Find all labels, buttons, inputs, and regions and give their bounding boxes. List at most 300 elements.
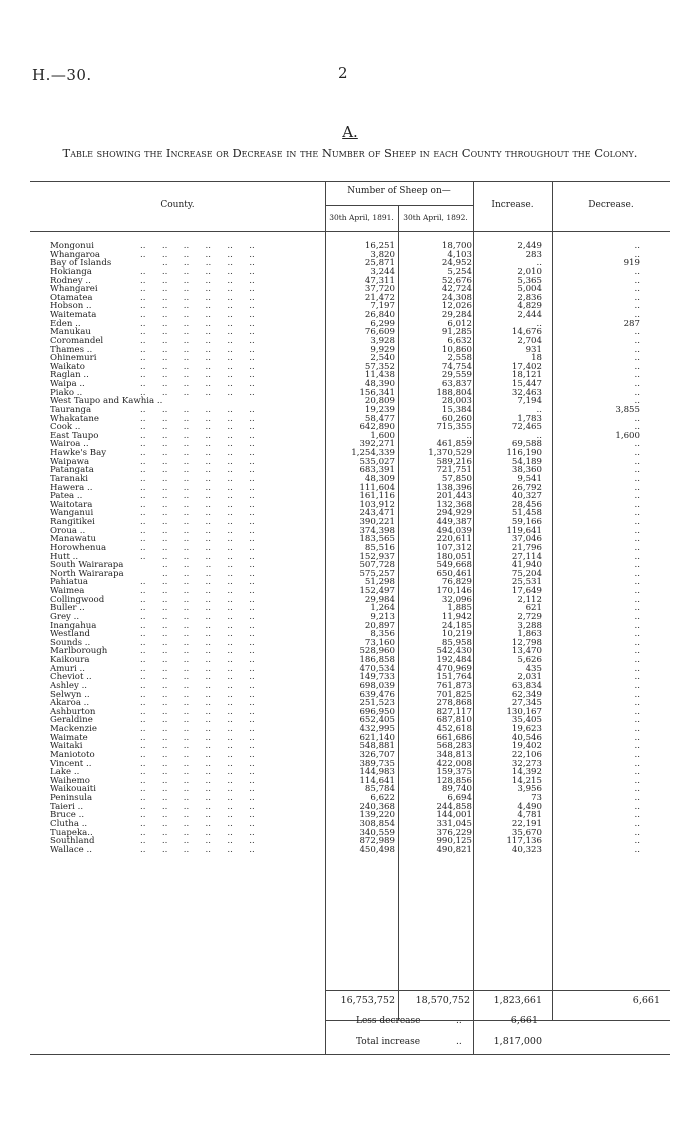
- increase-value: 35,670: [511, 827, 542, 838]
- sheep-1891: 20,897: [364, 620, 395, 631]
- decrease-value: ..: [634, 456, 640, 467]
- county-name: Hutt ..: [50, 551, 79, 562]
- sheep-1891: 103,912: [359, 499, 395, 510]
- county-name: Sounds ..: [50, 637, 91, 648]
- decrease-value: ..: [634, 517, 640, 527]
- county-name: Waitaki: [50, 741, 83, 752]
- increase-value: 1,783: [517, 413, 542, 424]
- increase-value: 4,829: [517, 301, 542, 312]
- increase-value: 15,447: [511, 379, 542, 389]
- decrease-value: ..: [634, 473, 640, 484]
- sheep-1891: 374,398: [359, 525, 395, 536]
- sheep-1892: 60,260: [441, 413, 472, 424]
- leader-dots: .. .. .. .. .. ..: [140, 741, 255, 752]
- county-name: Akaroa ..: [50, 698, 90, 709]
- increase-value: 35,405: [511, 715, 542, 726]
- county-name: Collingwood: [50, 594, 105, 605]
- increase-value: 38,360: [511, 465, 542, 476]
- county-name: Hokianga: [50, 266, 92, 277]
- sheep-1892: 24,185: [441, 620, 472, 631]
- sheep-1892: 12,026: [441, 301, 472, 312]
- sheep-1892: 331,045: [436, 818, 472, 829]
- increase-value: 1,863: [517, 629, 542, 640]
- decrease-value: ..: [634, 758, 640, 769]
- decrease-value: ..: [634, 586, 640, 596]
- sheep-1892: 144,001: [436, 810, 472, 821]
- sheep-1892: 827,117: [436, 706, 472, 717]
- increase-value: 4,781: [517, 810, 542, 821]
- table-row: [50, 846, 660, 855]
- leader-dots: .. .. .. .. ..: [162, 258, 255, 269]
- increase-value: 51,458: [511, 508, 542, 519]
- increase-value: 73: [531, 793, 542, 803]
- sheep-1891: 535,027: [359, 456, 395, 467]
- leader-dots: .. .. .. .. .. ..: [140, 491, 255, 502]
- sheep-1891: 8,356: [370, 629, 395, 640]
- decrease-value: ..: [634, 689, 640, 700]
- county-name: Tuapeka..: [50, 827, 93, 838]
- sheep-1891: 696,950: [359, 706, 395, 717]
- increase-value: 37,046: [511, 534, 542, 545]
- sheep-1891: 186,858: [359, 655, 395, 665]
- decrease-value: ..: [634, 646, 640, 657]
- county-name: Piako ..: [50, 387, 83, 398]
- leader-dots: .. .. .. .. .. ..: [140, 663, 255, 674]
- decrease-value: ..: [634, 655, 640, 665]
- leader-dots: .. .. .. .. .. ..: [140, 508, 255, 519]
- sheep-1891: 2,540: [370, 353, 395, 364]
- increase-value: 5,626: [517, 655, 542, 665]
- sheep-1892: 715,355: [436, 422, 472, 433]
- county-name: Amuri ..: [50, 663, 85, 674]
- increase-value: 63,834: [511, 680, 542, 691]
- increase-value: 119,641: [506, 525, 542, 536]
- leader-dots: .. .. .. .. .. ..: [140, 611, 255, 622]
- leader-dots: .. .. .. .. .. ..: [140, 292, 255, 303]
- sheep-1892: 4,103: [447, 249, 472, 260]
- increase-value: 435: [525, 663, 542, 674]
- increase-value: 27,114: [511, 551, 542, 562]
- col-header-increase: Increase.: [491, 200, 534, 210]
- sheep-1892: 661,686: [436, 732, 472, 743]
- increase-value: ..: [536, 318, 542, 329]
- sheep-1892: 76,829: [441, 577, 472, 588]
- table-header-rule: [30, 231, 670, 232]
- decrease-value: ..: [634, 491, 640, 502]
- increase-value: 18,121: [511, 370, 542, 381]
- leader-dots: .. .. .. .. .. ..: [140, 680, 255, 691]
- leader-dots: .. .. .. .. .. ..: [140, 318, 255, 329]
- sheep-1891: 26,840: [364, 310, 395, 320]
- sheep-1892: 91,285: [441, 327, 472, 338]
- sheep-1892: ..: [466, 430, 472, 441]
- decrease-value: ..: [634, 327, 640, 338]
- total-increase-label: Total increase: [356, 1037, 421, 1047]
- table-body: [50, 242, 660, 854]
- increase-value: 2,836: [517, 292, 542, 303]
- sheep-1892: 201,443: [436, 491, 472, 502]
- decrease-value: ..: [634, 275, 640, 286]
- sheep-1891: 6,622: [370, 793, 395, 803]
- decrease-value: ..: [634, 241, 640, 251]
- increase-value: 41,940: [511, 560, 542, 571]
- sheep-1892: 1,885: [447, 603, 472, 614]
- increase-value: 2,444: [517, 310, 542, 320]
- increase-value: 2,729: [517, 611, 542, 622]
- decrease-value: ..: [634, 724, 640, 734]
- leader-dots: .. .. .. .. .. ..: [140, 249, 255, 260]
- sheep-1891: 19,239: [364, 404, 395, 415]
- leader-dots: .. .. .. .. .. ..: [140, 801, 255, 812]
- sheep-1891: 47,311: [364, 275, 395, 286]
- sheep-1892: 180,051: [436, 551, 472, 562]
- leader-dots: .. .. .. .. .. ..: [140, 534, 255, 545]
- decrease-value: ..: [634, 551, 640, 562]
- sheep-1891: 11,438: [364, 370, 395, 381]
- sheep-1891: 152,937: [359, 551, 395, 562]
- sheep-1891: 76,609: [364, 327, 395, 338]
- leader-dots: .. .. .. .. ..: [162, 568, 255, 579]
- county-name: Waipa ..: [50, 379, 85, 389]
- increase-value: 18: [531, 353, 542, 364]
- leader-dots: .. .. .. .. .. ..: [140, 456, 255, 467]
- leader-dots: .. .. .. .. .. ..: [140, 370, 255, 381]
- sheep-1891: 507,728: [359, 560, 395, 571]
- decrease-value: ..: [634, 439, 640, 450]
- total-decrease-column: 6,661: [632, 995, 660, 1006]
- increase-value: 3,288: [517, 620, 542, 631]
- decrease-value: ..: [634, 637, 640, 648]
- decrease-value: ..: [634, 448, 640, 458]
- increase-value: 22,191: [511, 818, 542, 829]
- decrease-value: ..: [634, 827, 640, 838]
- county-name: Whangarei: [50, 284, 98, 295]
- sheep-1891: 470,534: [359, 663, 395, 674]
- county-name: Patea ..: [50, 491, 83, 502]
- table-row: [50, 553, 660, 562]
- county-name: Waimate: [50, 732, 88, 743]
- county-name: Otamatea: [50, 292, 93, 303]
- sheep-1891: 139,220: [359, 810, 395, 821]
- county-name: Waihemo: [50, 775, 90, 786]
- decrease-value: ..: [634, 680, 640, 691]
- increase-value: 69,588: [511, 439, 542, 450]
- sheep-1892: 42,724: [441, 284, 472, 295]
- increase-value: 14,676: [511, 327, 542, 338]
- increase-value: 17,649: [511, 586, 542, 596]
- sheep-1892: 490,821: [436, 844, 472, 855]
- sheep-1892: 10,860: [441, 344, 472, 355]
- decrease-value: ..: [634, 741, 640, 752]
- decrease-value: ..: [634, 732, 640, 743]
- increase-value: 9,541: [517, 473, 542, 484]
- county-name: Rangitikei: [50, 517, 95, 527]
- sheep-1892: 549,668: [436, 560, 472, 571]
- total-increase-value: 1,817,000: [493, 1036, 542, 1047]
- increase-value: 26,792: [511, 482, 542, 493]
- sheep-1892: 151,764: [436, 672, 472, 683]
- col-header-1891: 30th April, 1891.: [329, 213, 394, 222]
- sheep-1892: 15,384: [441, 404, 472, 415]
- sheep-1892: 138,396: [436, 482, 472, 493]
- leader-dots: .. .. .. .. .. ..: [140, 542, 255, 553]
- leader-dots: .. .. .. .. .. ..: [140, 301, 255, 312]
- county-name: Ashley ..: [50, 680, 88, 691]
- leader-dots: .. .. .. .. .. ..: [140, 275, 255, 286]
- county-name: Rodney ..: [50, 275, 91, 286]
- increase-value: 2,449: [517, 241, 542, 251]
- increase-value: 5,004: [517, 284, 542, 295]
- increase-value: 931: [525, 344, 542, 355]
- sheep-1892: 24,308: [441, 292, 472, 303]
- decrease-value: ..: [634, 499, 640, 510]
- county-name: Hobson ..: [50, 301, 92, 312]
- county-name: Clutha ..: [50, 818, 88, 829]
- sheep-1892: 170,146: [436, 586, 472, 596]
- leader-dots: .. .. .. .. .. ..: [140, 836, 255, 847]
- sheep-1891: 548,881: [359, 741, 395, 752]
- sheep-1892: 376,229: [436, 827, 472, 838]
- sheep-1891: 1,254,339: [351, 448, 395, 458]
- county-name: Thames ..: [50, 344, 93, 355]
- county-name: Raglan ..: [50, 370, 89, 381]
- increase-value: 130,167: [506, 706, 542, 717]
- county-name: Waimea: [50, 586, 85, 596]
- sheep-1892: 52,676: [441, 275, 472, 286]
- county-name: Waikouaiti: [50, 784, 96, 795]
- county-name: Mongonui: [50, 241, 95, 251]
- county-name: Horowhenua: [50, 542, 107, 553]
- sheep-1892: 18,700: [441, 241, 472, 251]
- leader-dots: .. .. .. .. .. ..: [140, 379, 255, 389]
- leader-dots: .. .. .. .. .. ..: [140, 672, 255, 683]
- decrease-value: ..: [634, 335, 640, 346]
- leader-dots: .. .. .. .. .. ..: [140, 525, 255, 536]
- sheep-1891: 149,733: [359, 672, 395, 683]
- sheep-1891: 642,890: [359, 422, 395, 433]
- col-header-county: County.: [160, 200, 195, 210]
- county-name: Buller ..: [50, 603, 85, 614]
- sheep-1891: 1,600: [370, 430, 395, 441]
- county-name: Oroua ..: [50, 525, 86, 536]
- sheep-1892: 589,216: [436, 456, 472, 467]
- leader-dots: .. .. .. .. .. ..: [140, 577, 255, 588]
- county-name: Whangaroa: [50, 249, 101, 260]
- sheep-1892: 470,969: [436, 663, 472, 674]
- sheep-1892: 2,558: [447, 353, 472, 364]
- decrease-value: ..: [634, 603, 640, 614]
- sheep-1892: 1,370,529: [428, 448, 472, 458]
- county-name: Waikato: [50, 361, 85, 372]
- county-name: Waitemata: [50, 310, 97, 320]
- leader-dots: .. .. .. .. .. ..: [140, 655, 255, 665]
- leader-dots: .. .. .. .. .. ..: [140, 732, 255, 743]
- increase-value: 59,166: [511, 517, 542, 527]
- sheep-1891: 25,871: [364, 258, 395, 269]
- county-name: Whakatane: [50, 413, 100, 424]
- leader-dots: .. .. .. .. .. ..: [140, 793, 255, 803]
- leader-dots: .. .. .. .. .. ..: [140, 629, 255, 640]
- leader-dots: .. .. .. .. ..: [162, 560, 255, 571]
- table-row: [50, 251, 660, 260]
- decrease-value: ..: [634, 422, 640, 433]
- sheep-1891: 683,391: [359, 465, 395, 476]
- county-name: Peninsula: [50, 793, 93, 803]
- sheep-1892: 5,254: [447, 266, 472, 277]
- sheep-1892: 990,125: [436, 836, 472, 847]
- sheep-1892: 721,751: [436, 465, 472, 476]
- sheep-1892: 89,740: [441, 784, 472, 795]
- leader-dots: .. .. .. .. .. ..: [140, 448, 255, 458]
- sheep-1891: 73,160: [364, 637, 395, 648]
- leader-dots: .. .. .. .. .. ..: [140, 767, 255, 778]
- decrease-value: ..: [634, 508, 640, 519]
- increase-value: 12,798: [511, 637, 542, 648]
- sheep-1891: 340,559: [359, 827, 395, 838]
- leader-dots: .. .. .. .. .. ..: [140, 637, 255, 648]
- increase-value: 54,189: [511, 456, 542, 467]
- decrease-value: ..: [634, 577, 640, 588]
- decrease-value: ..: [634, 784, 640, 795]
- total-1891: 16,753,752: [340, 995, 395, 1006]
- sheep-1892: 63,837: [441, 379, 472, 389]
- decrease-value: ..: [634, 715, 640, 726]
- increase-value: ..: [536, 404, 542, 415]
- decrease-value: ..: [634, 396, 640, 407]
- leader-dots: .. .. .. .. .. ..: [140, 844, 255, 855]
- sheep-1892: 244,858: [436, 801, 472, 812]
- sheep-1891: 432,995: [359, 724, 395, 734]
- section-letter: A.: [342, 123, 358, 141]
- leader-dots: .. .. .. .. .. ..: [140, 335, 255, 346]
- county-name: Bay of Islands: [50, 258, 112, 269]
- sheep-1891: 7,197: [370, 301, 395, 312]
- sheep-1892: 29,284: [441, 310, 472, 320]
- sheep-1891: 85,784: [364, 784, 395, 795]
- leader-dots: .. .. .. .. .. ..: [140, 784, 255, 795]
- leader-dots: .. .. .. .. .. ..: [140, 810, 255, 821]
- leader-dots: .. .. .. .. .. ..: [140, 715, 255, 726]
- decrease-value: ..: [634, 810, 640, 821]
- increase-value: 17,402: [511, 361, 542, 372]
- decrease-value: ..: [634, 542, 640, 553]
- less-decrease-value: 6,661: [510, 1015, 538, 1026]
- sheep-1892: 422,008: [436, 758, 472, 769]
- page-number: 2: [338, 64, 348, 82]
- decrease-value: ..: [634, 353, 640, 364]
- leader-dots: .. .. .. .. .. ..: [140, 551, 255, 562]
- decrease-value: ..: [634, 793, 640, 803]
- sheep-1891: 872,989: [359, 836, 395, 847]
- increase-value: 2,704: [517, 335, 542, 346]
- county-name: Maniototo: [50, 749, 95, 760]
- increase-value: 14,215: [511, 775, 542, 786]
- leader-dots: .. .. .. .. .. ..: [140, 499, 255, 510]
- leader-dots: .. .. .. .. .. ..: [140, 586, 255, 596]
- total-1892: 18,570,752: [415, 995, 470, 1006]
- sheep-1892: 542,430: [436, 646, 472, 657]
- sheep-1891: 251,523: [359, 698, 395, 709]
- sheep-1891: 48,309: [364, 473, 395, 484]
- sheep-1891: 240,368: [359, 801, 395, 812]
- table-row: [50, 561, 660, 570]
- increase-value: 40,323: [511, 844, 542, 855]
- decrease-value: 1,600: [615, 430, 640, 441]
- increase-value: 28,456: [511, 499, 542, 510]
- increase-value: 14,392: [511, 767, 542, 778]
- sheep-1891: 3,928: [370, 335, 395, 346]
- county-name: East Taupo: [50, 430, 99, 441]
- increase-value: 72,465: [511, 422, 542, 433]
- leader-dots: .. .. .. .. .. ..: [140, 818, 255, 829]
- total-increase-column: 1,823,661: [493, 995, 542, 1006]
- total-increase-dots: ..: [456, 1037, 462, 1047]
- sheep-1892: 32,096: [441, 594, 472, 605]
- sheep-1892: 568,283: [436, 741, 472, 752]
- county-name: Cheviot ..: [50, 672, 92, 683]
- decrease-value: ..: [634, 663, 640, 674]
- sheep-1891: 29,984: [364, 594, 395, 605]
- sheep-1892: 192,484: [436, 655, 472, 665]
- leader-dots: .. .. .. .. .. ..: [140, 594, 255, 605]
- leader-dots: .. .. .. .. .. ..: [140, 422, 255, 433]
- decrease-value: 3,855: [615, 404, 640, 415]
- decrease-value: ..: [634, 525, 640, 536]
- leader-dots: .. .. .. .. .. ..: [140, 387, 255, 398]
- decrease-value: ..: [634, 629, 640, 640]
- decrease-value: ..: [634, 611, 640, 622]
- increase-value: 2,031: [517, 672, 542, 683]
- increase-value: 4,490: [517, 801, 542, 812]
- decrease-value: ..: [634, 749, 640, 760]
- sheep-1891: 326,707: [359, 749, 395, 760]
- sheep-1891: 698,039: [359, 680, 395, 691]
- leader-dots: .. .. .. .. .. ..: [140, 749, 255, 760]
- increase-value: 621: [525, 603, 542, 614]
- increase-value: 19,402: [511, 741, 542, 752]
- county-name: Bruce ..: [50, 810, 85, 821]
- leader-dots: .. .. .. .. .. ..: [140, 310, 255, 320]
- decrease-value: ..: [634, 844, 640, 855]
- sheep-1892: 687,810: [436, 715, 472, 726]
- decrease-value: ..: [634, 249, 640, 260]
- sheep-1892: 461,859: [436, 439, 472, 450]
- sheep-1891: 9,929: [370, 344, 395, 355]
- sheep-1891: 183,565: [359, 534, 395, 545]
- sheep-1891: 48,390: [364, 379, 395, 389]
- sheep-1891: 20,809: [364, 396, 395, 407]
- increase-value: 116,190: [506, 448, 542, 458]
- sheep-1891: 639,476: [359, 689, 395, 700]
- county-name: West Taupo and Kawhia ..: [50, 396, 163, 407]
- sheep-1892: 494,039: [436, 525, 472, 536]
- sheep-1891: 37,720: [364, 284, 395, 295]
- county-name: Manawatu: [50, 534, 97, 545]
- county-name: Tauranga: [50, 404, 92, 415]
- decrease-value: ..: [634, 465, 640, 476]
- county-name: Waitotara: [50, 499, 93, 510]
- sheep-1892: 278,868: [436, 698, 472, 709]
- county-name: Ohinemuri: [50, 353, 97, 364]
- sheep-1892: 10,219: [441, 629, 472, 640]
- sheep-1891: 9,213: [370, 611, 395, 622]
- leader-dots: .. .. .. .. .. ..: [140, 758, 255, 769]
- county-name: North Wairarapa: [50, 568, 124, 579]
- sheep-1892: 24,952: [441, 258, 472, 269]
- decrease-value: ..: [634, 413, 640, 424]
- decrease-value: ..: [634, 594, 640, 605]
- sheep-1891: 161,116: [359, 491, 395, 502]
